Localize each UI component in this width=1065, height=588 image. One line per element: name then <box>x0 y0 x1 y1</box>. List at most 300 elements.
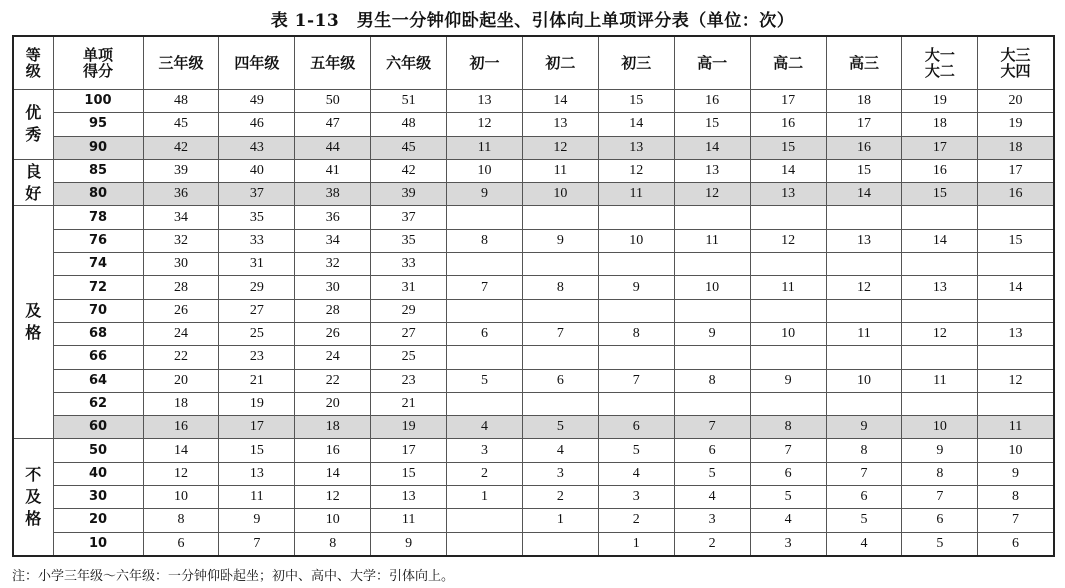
header-row <box>13 36 1054 90</box>
header-grade <box>522 36 598 90</box>
value-cell: 11 <box>371 509 447 532</box>
value-cell: 9 <box>978 462 1054 485</box>
value-cell: 14 <box>522 90 598 113</box>
value-cell: 37 <box>371 206 447 229</box>
header-level-line: 级 <box>25 62 41 80</box>
value-cell <box>750 206 826 229</box>
value-cell: 9 <box>674 322 750 345</box>
value-cell: 13 <box>371 486 447 509</box>
value-cell: 7 <box>219 532 295 556</box>
value-cell: 14 <box>143 439 219 462</box>
value-cell: 14 <box>674 136 750 159</box>
value-cell: 6 <box>522 369 598 392</box>
value-cell <box>522 206 598 229</box>
value-cell: 48 <box>143 90 219 113</box>
value-cell: 26 <box>295 322 371 345</box>
value-cell: 15 <box>826 159 902 182</box>
value-cell: 18 <box>295 416 371 439</box>
level-char: 及 <box>25 301 42 321</box>
value-cell: 5 <box>598 439 674 462</box>
score-cell: 74 <box>53 253 143 276</box>
value-cell: 4 <box>674 486 750 509</box>
value-cell: 18 <box>902 113 978 136</box>
header-grade-line: 六年级 <box>386 54 432 72</box>
value-cell: 16 <box>902 159 978 182</box>
value-cell: 17 <box>978 159 1054 182</box>
value-cell: 48 <box>371 113 447 136</box>
value-cell: 12 <box>522 136 598 159</box>
value-cell: 19 <box>219 392 295 415</box>
score-cell: 100 <box>53 90 143 113</box>
value-cell: 7 <box>447 276 523 299</box>
value-cell: 15 <box>219 439 295 462</box>
value-cell <box>447 253 523 276</box>
value-cell: 8 <box>750 416 826 439</box>
value-cell: 8 <box>978 486 1054 509</box>
value-cell: 18 <box>143 392 219 415</box>
value-cell: 6 <box>674 439 750 462</box>
value-cell: 2 <box>522 486 598 509</box>
level-char: 良 <box>25 161 42 181</box>
value-cell: 19 <box>978 113 1054 136</box>
score-cell: 20 <box>53 509 143 532</box>
value-cell: 4 <box>826 532 902 556</box>
value-cell: 5 <box>674 462 750 485</box>
header-grade-line: 大一 <box>924 46 955 64</box>
level-char: 格 <box>25 323 42 343</box>
value-cell <box>674 346 750 369</box>
score-cell: 10 <box>53 532 143 556</box>
value-cell <box>750 346 826 369</box>
value-cell: 27 <box>371 322 447 345</box>
value-cell: 13 <box>826 229 902 252</box>
value-cell: 9 <box>826 416 902 439</box>
table-row <box>13 509 1054 532</box>
value-cell <box>522 299 598 322</box>
value-cell <box>522 532 598 556</box>
value-cell: 5 <box>826 509 902 532</box>
value-cell: 1 <box>522 509 598 532</box>
value-cell: 11 <box>750 276 826 299</box>
value-cell <box>826 253 902 276</box>
table-row <box>13 346 1054 369</box>
value-cell <box>447 206 523 229</box>
value-cell: 6 <box>143 532 219 556</box>
value-cell: 32 <box>295 253 371 276</box>
table-row <box>13 113 1054 136</box>
value-cell: 12 <box>902 322 978 345</box>
value-cell: 14 <box>902 229 978 252</box>
table-row <box>13 299 1054 322</box>
value-cell: 16 <box>826 136 902 159</box>
level-char: 格 <box>25 509 42 529</box>
value-cell: 5 <box>902 532 978 556</box>
value-cell: 9 <box>371 532 447 556</box>
value-cell: 32 <box>143 229 219 252</box>
value-cell: 3 <box>522 462 598 485</box>
value-cell: 12 <box>295 486 371 509</box>
header-level <box>13 36 53 90</box>
header-score-line: 得分 <box>82 62 113 80</box>
header-grade <box>826 36 902 90</box>
value-cell: 42 <box>371 159 447 182</box>
value-cell: 12 <box>143 462 219 485</box>
value-cell <box>978 206 1054 229</box>
value-cell: 22 <box>295 369 371 392</box>
level-char: 不 <box>25 465 42 485</box>
score-cell: 85 <box>53 159 143 182</box>
score-cell: 50 <box>53 439 143 462</box>
value-cell <box>522 392 598 415</box>
header-grade-line: 大二 <box>924 62 955 80</box>
value-cell: 25 <box>219 322 295 345</box>
value-cell: 7 <box>522 322 598 345</box>
value-cell: 25 <box>371 346 447 369</box>
value-cell <box>674 206 750 229</box>
value-cell: 28 <box>143 276 219 299</box>
header-grade <box>978 36 1054 90</box>
header-grade <box>750 36 826 90</box>
score-cell: 40 <box>53 462 143 485</box>
value-cell <box>598 299 674 322</box>
value-cell: 8 <box>295 532 371 556</box>
value-cell: 10 <box>522 183 598 206</box>
value-cell: 3 <box>750 532 826 556</box>
value-cell: 1 <box>598 532 674 556</box>
value-cell: 16 <box>750 113 826 136</box>
value-cell: 2 <box>598 509 674 532</box>
value-cell: 29 <box>219 276 295 299</box>
value-cell: 12 <box>750 229 826 252</box>
value-cell: 16 <box>143 416 219 439</box>
value-cell: 31 <box>371 276 447 299</box>
header-grade-line: 五年级 <box>310 54 356 72</box>
table-title: 表 1-13 男生一分钟仰卧起坐、引体向上单项评分表（单位：次） <box>270 11 795 31</box>
footnote: 注：小学三年级～六年级：一分钟仰卧起坐；初中、高中、大学：引体向上。 <box>12 569 455 584</box>
value-cell: 36 <box>143 183 219 206</box>
value-cell: 7 <box>902 486 978 509</box>
value-cell: 8 <box>598 322 674 345</box>
value-cell: 13 <box>522 113 598 136</box>
value-cell: 23 <box>219 346 295 369</box>
value-cell: 3 <box>447 439 523 462</box>
table-row <box>13 253 1054 276</box>
value-cell: 23 <box>371 369 447 392</box>
value-cell: 44 <box>295 136 371 159</box>
value-cell: 3 <box>674 509 750 532</box>
score-cell: 62 <box>53 392 143 415</box>
value-cell: 15 <box>902 183 978 206</box>
value-cell <box>522 346 598 369</box>
value-cell: 26 <box>143 299 219 322</box>
header-grade-line: 初三 <box>621 54 652 72</box>
table-row <box>13 369 1054 392</box>
value-cell: 19 <box>902 90 978 113</box>
value-cell: 37 <box>219 183 295 206</box>
table-row <box>13 276 1054 299</box>
value-cell: 17 <box>826 113 902 136</box>
value-cell: 6 <box>902 509 978 532</box>
value-cell: 15 <box>371 462 447 485</box>
value-cell: 19 <box>371 416 447 439</box>
value-cell: 14 <box>750 159 826 182</box>
score-cell: 90 <box>53 136 143 159</box>
value-cell: 10 <box>826 369 902 392</box>
value-cell <box>978 346 1054 369</box>
value-cell: 39 <box>143 159 219 182</box>
value-cell <box>978 392 1054 415</box>
value-cell: 9 <box>219 509 295 532</box>
value-cell <box>598 346 674 369</box>
value-cell: 8 <box>826 439 902 462</box>
header-grade <box>143 36 219 90</box>
header-grade <box>674 36 750 90</box>
value-cell: 10 <box>674 276 750 299</box>
value-cell <box>674 299 750 322</box>
value-cell: 10 <box>598 229 674 252</box>
header-grade <box>219 36 295 90</box>
value-cell: 18 <box>826 90 902 113</box>
value-cell <box>674 253 750 276</box>
score-cell: 60 <box>53 416 143 439</box>
value-cell: 1 <box>447 486 523 509</box>
level-char: 及 <box>25 487 42 507</box>
value-cell: 29 <box>371 299 447 322</box>
value-cell: 51 <box>371 90 447 113</box>
value-cell: 28 <box>295 299 371 322</box>
value-cell <box>674 392 750 415</box>
value-cell: 11 <box>826 322 902 345</box>
value-cell: 47 <box>295 113 371 136</box>
value-cell <box>447 392 523 415</box>
score-cell: 66 <box>53 346 143 369</box>
score-cell: 78 <box>53 206 143 229</box>
value-cell: 17 <box>219 416 295 439</box>
value-cell <box>447 299 523 322</box>
value-cell: 38 <box>295 183 371 206</box>
value-cell: 7 <box>826 462 902 485</box>
value-cell: 9 <box>447 183 523 206</box>
value-cell: 6 <box>598 416 674 439</box>
header-grade-line: 高三 <box>848 54 879 72</box>
value-cell: 18 <box>978 136 1054 159</box>
table-row <box>13 183 1054 206</box>
value-cell <box>978 253 1054 276</box>
value-cell: 16 <box>674 90 750 113</box>
value-cell: 22 <box>143 346 219 369</box>
value-cell: 10 <box>447 159 523 182</box>
value-cell: 43 <box>219 136 295 159</box>
score-cell: 76 <box>53 229 143 252</box>
value-cell: 5 <box>447 369 523 392</box>
table-row <box>13 392 1054 415</box>
value-cell: 13 <box>219 462 295 485</box>
table-row <box>13 486 1054 509</box>
table-row <box>13 532 1054 556</box>
value-cell: 34 <box>295 229 371 252</box>
value-cell: 6 <box>978 532 1054 556</box>
value-cell: 12 <box>447 113 523 136</box>
value-cell: 24 <box>295 346 371 369</box>
value-cell: 15 <box>674 113 750 136</box>
header-score <box>53 36 143 90</box>
value-cell: 9 <box>750 369 826 392</box>
value-cell: 20 <box>295 392 371 415</box>
value-cell: 40 <box>219 159 295 182</box>
value-cell: 6 <box>447 322 523 345</box>
header-grade <box>295 36 371 90</box>
value-cell: 8 <box>902 462 978 485</box>
value-cell: 11 <box>902 369 978 392</box>
value-cell: 13 <box>447 90 523 113</box>
value-cell <box>750 299 826 322</box>
value-cell: 35 <box>371 229 447 252</box>
value-cell <box>902 206 978 229</box>
header-grade-line: 高一 <box>697 54 728 72</box>
value-cell: 14 <box>598 113 674 136</box>
header-grade-line: 三年级 <box>158 54 204 72</box>
value-cell: 45 <box>371 136 447 159</box>
value-cell: 45 <box>143 113 219 136</box>
value-cell: 12 <box>598 159 674 182</box>
value-cell: 11 <box>522 159 598 182</box>
value-cell: 5 <box>750 486 826 509</box>
value-cell: 4 <box>522 439 598 462</box>
value-cell: 10 <box>750 322 826 345</box>
value-cell: 27 <box>219 299 295 322</box>
value-cell: 13 <box>750 183 826 206</box>
value-cell: 11 <box>674 229 750 252</box>
value-cell: 10 <box>902 416 978 439</box>
value-cell: 9 <box>598 276 674 299</box>
header-grade-line: 大三 <box>1000 46 1031 64</box>
value-cell: 4 <box>598 462 674 485</box>
table-row <box>13 462 1054 485</box>
value-cell: 12 <box>674 183 750 206</box>
value-cell: 33 <box>371 253 447 276</box>
level-cell <box>13 90 53 160</box>
value-cell <box>902 392 978 415</box>
value-cell <box>447 532 523 556</box>
value-cell: 9 <box>902 439 978 462</box>
table-row <box>13 136 1054 159</box>
value-cell <box>826 206 902 229</box>
value-cell: 2 <box>674 532 750 556</box>
value-cell: 13 <box>674 159 750 182</box>
value-cell: 33 <box>219 229 295 252</box>
value-cell: 12 <box>978 369 1054 392</box>
value-cell <box>826 392 902 415</box>
value-cell: 24 <box>143 322 219 345</box>
value-cell: 13 <box>902 276 978 299</box>
value-cell: 46 <box>219 113 295 136</box>
value-cell: 11 <box>447 136 523 159</box>
value-cell: 8 <box>522 276 598 299</box>
value-cell: 15 <box>750 136 826 159</box>
value-cell: 11 <box>598 183 674 206</box>
value-cell <box>750 392 826 415</box>
value-cell: 12 <box>826 276 902 299</box>
value-cell <box>902 253 978 276</box>
value-cell: 20 <box>143 369 219 392</box>
table-row <box>13 159 1054 182</box>
header-grade <box>447 36 523 90</box>
level-char: 好 <box>25 183 42 203</box>
value-cell: 14 <box>295 462 371 485</box>
value-cell: 15 <box>598 90 674 113</box>
value-cell: 50 <box>295 90 371 113</box>
score-cell: 95 <box>53 113 143 136</box>
table-row <box>13 229 1054 252</box>
value-cell: 5 <box>522 416 598 439</box>
header-grade <box>598 36 674 90</box>
value-cell: 2 <box>447 462 523 485</box>
score-cell: 64 <box>53 369 143 392</box>
value-cell: 7 <box>750 439 826 462</box>
value-cell: 16 <box>295 439 371 462</box>
table-row <box>13 206 1054 229</box>
value-cell: 10 <box>295 509 371 532</box>
header-grade-line: 四年级 <box>234 54 280 72</box>
header-grade-line: 高二 <box>773 54 804 72</box>
value-cell: 20 <box>978 90 1054 113</box>
value-cell: 10 <box>978 439 1054 462</box>
header-grade-line: 初一 <box>469 54 500 72</box>
value-cell: 6 <box>826 486 902 509</box>
value-cell: 8 <box>674 369 750 392</box>
value-cell: 34 <box>143 206 219 229</box>
value-cell <box>902 346 978 369</box>
score-cell: 70 <box>53 299 143 322</box>
header-grade <box>371 36 447 90</box>
value-cell: 9 <box>522 229 598 252</box>
value-cell: 30 <box>295 276 371 299</box>
header-grade <box>902 36 978 90</box>
value-cell <box>826 299 902 322</box>
score-cell: 72 <box>53 276 143 299</box>
score-cell: 80 <box>53 183 143 206</box>
value-cell <box>598 392 674 415</box>
table-row <box>13 416 1054 439</box>
value-cell: 14 <box>826 183 902 206</box>
value-cell: 49 <box>219 90 295 113</box>
header-score-line: 单项 <box>82 46 113 64</box>
value-cell <box>902 299 978 322</box>
value-cell: 8 <box>447 229 523 252</box>
header-level-line: 等 <box>25 46 41 64</box>
score-cell: 30 <box>53 486 143 509</box>
table-row <box>13 90 1054 113</box>
value-cell: 35 <box>219 206 295 229</box>
score-cell: 68 <box>53 322 143 345</box>
value-cell: 13 <box>598 136 674 159</box>
value-cell: 15 <box>978 229 1054 252</box>
score-table <box>12 35 1055 557</box>
value-cell: 4 <box>750 509 826 532</box>
level-char: 优 <box>25 103 42 123</box>
value-cell: 13 <box>978 322 1054 345</box>
value-cell <box>978 299 1054 322</box>
value-cell: 7 <box>978 509 1054 532</box>
level-cell <box>13 159 53 206</box>
value-cell: 7 <box>674 416 750 439</box>
value-cell: 21 <box>219 369 295 392</box>
value-cell: 39 <box>371 183 447 206</box>
value-cell <box>598 253 674 276</box>
level-cell <box>13 206 53 439</box>
header-grade-line: 初二 <box>545 54 576 72</box>
value-cell: 31 <box>219 253 295 276</box>
